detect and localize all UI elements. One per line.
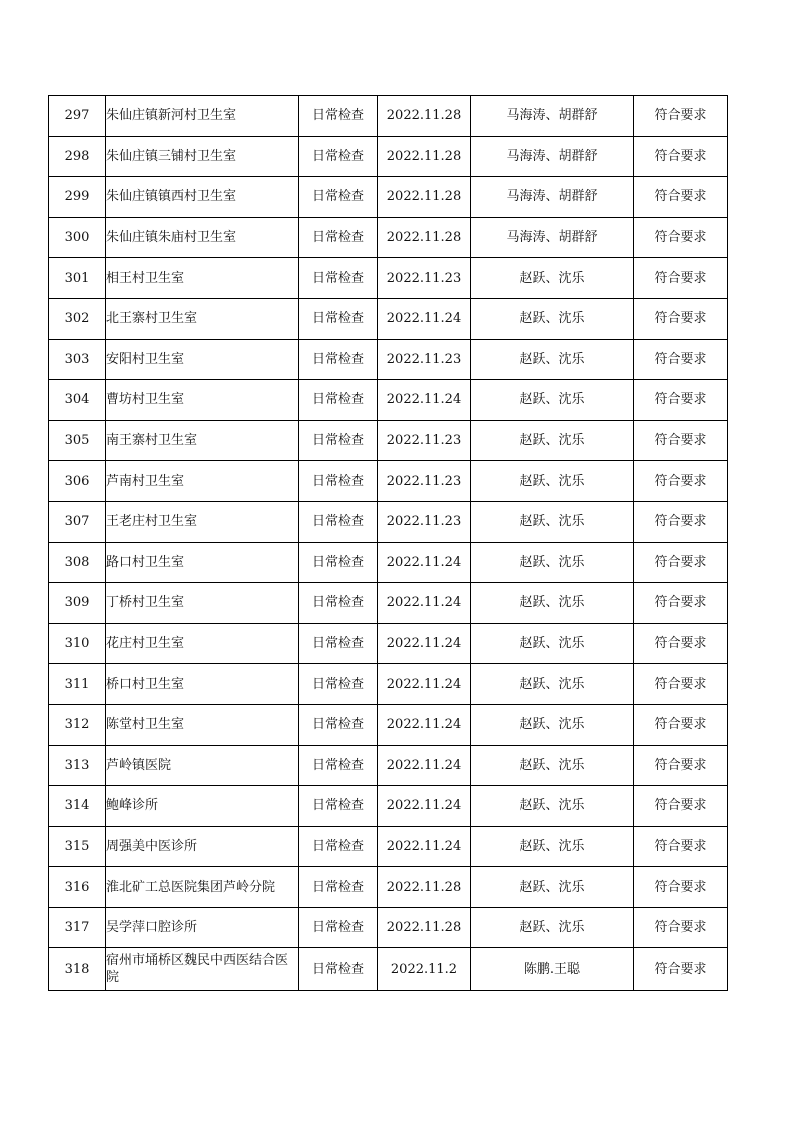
inspection-type: 日常检查 [299,867,378,908]
inspection-table-body [49,96,728,991]
facility-name: 朱仙庄镇朱庙村卫生室 [106,217,299,258]
inspection-result: 符合要求 [634,583,728,624]
table-row [49,96,728,137]
inspection-result: 符合要求 [634,664,728,705]
inspection-type: 日常检查 [299,136,378,177]
table-row [49,298,728,339]
facility-name: 淮北矿工总医院集团芦岭分院 [106,867,299,908]
facility-name: 吴学萍口腔诊所 [106,907,299,948]
row-number: 308 [49,542,106,583]
inspectors: 赵跃、沈乐 [471,745,634,786]
inspection-type: 日常检查 [299,948,378,991]
facility-name: 鲍峰诊所 [106,786,299,827]
inspection-result: 符合要求 [634,380,728,421]
row-number: 312 [49,704,106,745]
row-number: 306 [49,461,106,502]
row-number: 304 [49,380,106,421]
inspection-type: 日常检查 [299,461,378,502]
table-row [49,258,728,299]
facility-name: 陈堂村卫生室 [106,704,299,745]
inspectors: 赵跃、沈乐 [471,501,634,542]
inspection-date: 2022.11.24 [378,542,471,583]
inspection-type: 日常检查 [299,704,378,745]
inspection-type: 日常检查 [299,380,378,421]
inspection-date: 2022.11.24 [378,298,471,339]
inspection-result: 符合要求 [634,96,728,137]
inspectors: 赵跃、沈乐 [471,664,634,705]
inspection-type: 日常检查 [299,907,378,948]
row-number: 302 [49,298,106,339]
inspection-date: 2022.11.23 [378,258,471,299]
row-number: 297 [49,96,106,137]
facility-name: 桥口村卫生室 [106,664,299,705]
inspection-date: 2022.11.23 [378,339,471,380]
table-row [49,664,728,705]
table-row [49,867,728,908]
inspection-result: 符合要求 [634,867,728,908]
row-number: 300 [49,217,106,258]
inspection-type: 日常检查 [299,826,378,867]
facility-name: 王老庄村卫生室 [106,501,299,542]
row-number: 307 [49,501,106,542]
inspectors: 马海涛、胡群舒 [471,96,634,137]
table-row [49,583,728,624]
inspection-date: 2022.11.24 [378,826,471,867]
inspection-result: 符合要求 [634,420,728,461]
row-number: 318 [49,948,106,991]
inspection-date: 2022.11.23 [378,461,471,502]
inspectors: 赵跃、沈乐 [471,907,634,948]
inspectors: 马海涛、胡群舒 [471,136,634,177]
row-number: 315 [49,826,106,867]
inspection-type: 日常检查 [299,420,378,461]
inspection-result: 符合要求 [634,826,728,867]
inspection-date: 2022.11.24 [378,380,471,421]
inspectors: 赵跃、沈乐 [471,380,634,421]
inspectors: 赵跃、沈乐 [471,704,634,745]
facility-name: 路口村卫生室 [106,542,299,583]
inspection-result: 符合要求 [634,298,728,339]
inspectors: 赵跃、沈乐 [471,867,634,908]
inspectors: 赵跃、沈乐 [471,461,634,502]
table-row [49,704,728,745]
table-row [49,420,728,461]
inspection-type: 日常检查 [299,96,378,137]
row-number: 299 [49,177,106,218]
facility-name: 丁桥村卫生室 [106,583,299,624]
inspection-date: 2022.11.24 [378,745,471,786]
inspectors: 马海涛、胡群舒 [471,217,634,258]
table-row [49,136,728,177]
facility-name: 相王村卫生室 [106,258,299,299]
inspection-type: 日常检查 [299,745,378,786]
table-row [49,177,728,218]
inspection-type: 日常检查 [299,339,378,380]
facility-name: 朱仙庄镇三铺村卫生室 [106,136,299,177]
inspectors: 赵跃、沈乐 [471,583,634,624]
inspectors: 赵跃、沈乐 [471,786,634,827]
row-number: 316 [49,867,106,908]
table-row [49,217,728,258]
inspection-date: 2022.11.28 [378,96,471,137]
inspectors: 赵跃、沈乐 [471,258,634,299]
inspectors: 赵跃、沈乐 [471,420,634,461]
inspection-date: 2022.11.24 [378,704,471,745]
facility-name: 宿州市埇桥区魏民中西医结合医院 [106,948,299,991]
inspection-result: 符合要求 [634,258,728,299]
table-row [49,380,728,421]
inspection-result: 符合要求 [634,704,728,745]
row-number: 305 [49,420,106,461]
inspection-date: 2022.11.28 [378,867,471,908]
facility-name: 周强美中医诊所 [106,826,299,867]
table-row [49,339,728,380]
facility-name: 曹坊村卫生室 [106,380,299,421]
inspection-date: 2022.11.24 [378,623,471,664]
inspection-date: 2022.11.28 [378,177,471,218]
inspection-result: 符合要求 [634,339,728,380]
facility-name: 南王寨村卫生室 [106,420,299,461]
facility-name: 花庄村卫生室 [106,623,299,664]
inspection-date: 2022.11.2 [378,948,471,991]
row-number: 311 [49,664,106,705]
table-row [49,745,728,786]
row-number: 310 [49,623,106,664]
row-number: 298 [49,136,106,177]
inspectors: 赵跃、沈乐 [471,623,634,664]
inspection-type: 日常检查 [299,786,378,827]
inspectors: 赵跃、沈乐 [471,298,634,339]
inspection-date: 2022.11.23 [378,501,471,542]
facility-name: 北王寨村卫生室 [106,298,299,339]
facility-name: 芦南村卫生室 [106,461,299,502]
facility-name: 安阳村卫生室 [106,339,299,380]
inspection-date: 2022.11.28 [378,136,471,177]
table-row [49,623,728,664]
inspection-result: 符合要求 [634,136,728,177]
inspection-type: 日常检查 [299,623,378,664]
inspection-type: 日常检查 [299,217,378,258]
row-number: 303 [49,339,106,380]
table-row [49,542,728,583]
inspection-date: 2022.11.28 [378,907,471,948]
table-row [49,501,728,542]
table-row [49,826,728,867]
table-row [49,907,728,948]
inspection-date: 2022.11.24 [378,583,471,624]
row-number: 313 [49,745,106,786]
inspectors: 陈鹏.王聪 [471,948,634,991]
inspection-result: 符合要求 [634,623,728,664]
inspection-result: 符合要求 [634,948,728,991]
inspection-result: 符合要求 [634,542,728,583]
row-number: 309 [49,583,106,624]
inspection-type: 日常检查 [299,298,378,339]
inspection-result: 符合要求 [634,177,728,218]
inspection-type: 日常检查 [299,542,378,583]
inspection-result: 符合要求 [634,501,728,542]
inspectors: 赵跃、沈乐 [471,339,634,380]
table-row [49,948,728,991]
facility-name: 朱仙庄镇镇西村卫生室 [106,177,299,218]
table-row [49,786,728,827]
inspection-type: 日常检查 [299,583,378,624]
facility-name: 芦岭镇医院 [106,745,299,786]
table-row [49,461,728,502]
inspection-type: 日常检查 [299,258,378,299]
inspection-date: 2022.11.28 [378,217,471,258]
inspection-table [48,95,728,991]
inspection-result: 符合要求 [634,461,728,502]
inspection-result: 符合要求 [634,217,728,258]
inspection-date: 2022.11.24 [378,786,471,827]
inspectors: 赵跃、沈乐 [471,542,634,583]
inspection-result: 符合要求 [634,786,728,827]
inspection-date: 2022.11.23 [378,420,471,461]
inspection-type: 日常检查 [299,501,378,542]
inspection-result: 符合要求 [634,745,728,786]
inspection-date: 2022.11.24 [378,664,471,705]
inspectors: 赵跃、沈乐 [471,826,634,867]
inspection-type: 日常检查 [299,177,378,218]
inspectors: 马海涛、胡群舒 [471,177,634,218]
row-number: 314 [49,786,106,827]
inspection-type: 日常检查 [299,664,378,705]
row-number: 317 [49,907,106,948]
inspection-result: 符合要求 [634,907,728,948]
row-number: 301 [49,258,106,299]
facility-name: 朱仙庄镇新河村卫生室 [106,96,299,137]
